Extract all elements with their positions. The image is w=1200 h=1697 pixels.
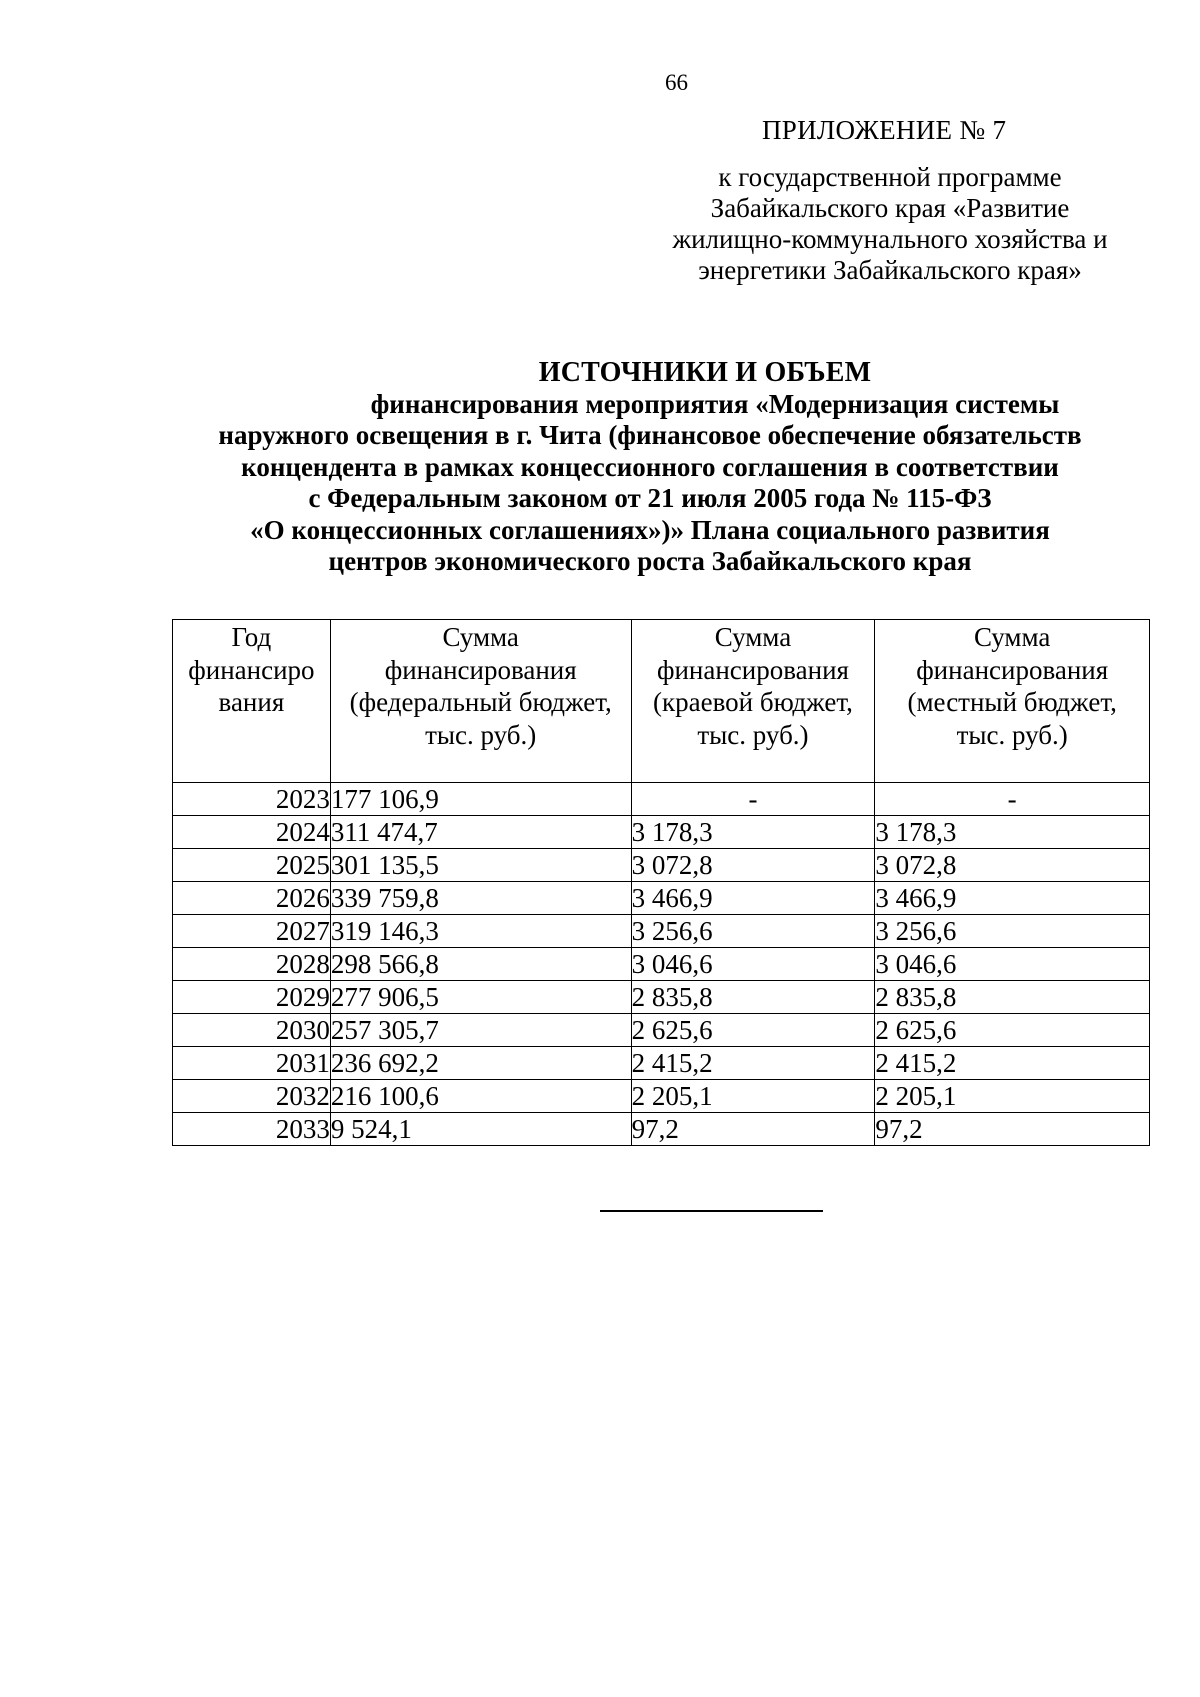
header-text: финансирования [916,654,1109,685]
cell-federal: 301 135,5 [330,849,631,882]
appendix-ref-line: жилищно-коммунального хозяйства и [672,224,1108,254]
cell-federal: 339 759,8 [330,882,631,915]
table-row [173,849,1150,882]
title-line: финансирования мероприятия «Модернизация системы [370,388,1060,419]
cell-year: 2030 [173,1014,331,1047]
cell-federal: 9 524,1 [330,1113,631,1146]
cell-year: 2031 [173,1047,331,1080]
page-number: 66 [665,70,688,95]
header-text: Сумма [973,622,1051,652]
header-local-budget [875,620,1150,783]
cell-local: 2 625,6 [875,1014,1150,1047]
cell-federal: 311 474,7 [330,816,631,849]
cell-local: 3 466,9 [875,882,1150,915]
table-row [173,981,1150,1014]
title-line: с Федеральным законом от 21 июля 2005 года № 115-ФЗ [308,483,992,513]
table-row [173,1113,1150,1146]
appendix-title: ПРИЛОЖЕНИЕ № 7 [762,115,1007,145]
appendix-ref-line: энергетики Забайкальского края» [698,255,1082,285]
cell-federal: 319 146,3 [330,915,631,948]
header-text: Сумма [714,622,792,652]
header-text: тыс. руб.) [956,719,1068,750]
cell-year: 2024 [173,816,331,849]
cell-local: 97,2 [875,1113,1150,1146]
header-text: (краевой бюджет, [653,687,853,717]
cell-year: 2025 [173,849,331,882]
cell-local: 2 415,2 [875,1047,1150,1080]
table-row [173,882,1150,915]
title-line: центров экономического роста Забайкальского края [328,546,972,576]
header-text: (местный бюджет, [907,687,1117,717]
cell-year: 2027 [173,915,331,948]
header-text: Сумма [442,622,519,652]
cell-regional: 3 466,9 [631,882,875,915]
header-year [173,620,331,783]
cell-federal: 216 100,6 [330,1080,631,1113]
header-text: финансирования [656,654,849,685]
cell-regional: 3 178,3 [631,816,875,849]
funding-table [172,619,1150,1146]
title-line: наружного освещения в г. Чита (финансовое обеспечение обязательств [218,420,1082,450]
cell-regional: 2 415,2 [631,1047,875,1080]
header-regional-budget [631,620,875,783]
cell-year: 2023 [173,783,331,816]
cell-federal: 298 566,8 [330,948,631,981]
title-heading: ИСТОЧНИКИ И ОБЪЕМ [538,357,872,388]
cell-local: 3 256,6 [875,915,1150,948]
cell-local: 2 205,1 [875,1080,1150,1113]
cell-federal: 236 692,2 [330,1047,631,1080]
header-text: финансиро [188,654,315,685]
cell-year: 2028 [173,948,331,981]
cell-local: 3 046,6 [875,948,1150,981]
table-header-row [173,620,1150,783]
table-row [173,816,1150,849]
table-row [173,915,1150,948]
cell-regional: - [631,783,875,816]
cell-year: 2033 [173,1113,331,1146]
cell-regional: 3 256,6 [631,915,875,948]
table-row [173,1047,1150,1080]
cell-local: 2 835,8 [875,981,1150,1014]
cell-regional: 2 625,6 [631,1014,875,1047]
appendix-ref-line: к государственной программе [718,162,1062,192]
header-text: тыс. руб.) [697,719,809,750]
table-row [173,783,1150,816]
title-line: «О концессионных соглашениях»)» Плана социального развития [250,514,1050,545]
cell-federal: 257 305,7 [330,1014,631,1047]
cell-year: 2032 [173,1080,331,1113]
cell-regional: 2 835,8 [631,981,875,1014]
cell-local: - [875,783,1150,816]
end-divider [600,1210,823,1212]
cell-local: 3 178,3 [875,816,1150,849]
cell-federal: 277 906,5 [330,981,631,1014]
cell-regional: 2 205,1 [631,1080,875,1113]
cell-year: 2026 [173,882,331,915]
table-row [173,948,1150,981]
header-text: тыс. руб.) [425,719,537,750]
table-row [173,1080,1150,1113]
cell-regional: 3 072,8 [631,849,875,882]
header-text: (федеральный бюджет, [349,687,612,717]
header-text: Год [231,622,272,652]
cell-local: 3 072,8 [875,849,1150,882]
cell-federal: 177 106,9 [330,783,631,816]
appendix-ref-line: Забайкальского края «Развитие [710,193,1070,223]
cell-regional: 3 046,6 [631,948,875,981]
cell-regional: 97,2 [631,1113,875,1146]
cell-year: 2029 [173,981,331,1014]
appendix-reference [650,162,1130,286]
table-row [173,1014,1150,1047]
header-federal-budget [330,620,631,783]
header-text: финансирования [384,654,577,685]
document-title [150,357,1150,578]
title-line: концендента в рамках концессионного соглашения в соответствии [241,451,1059,482]
header-text: вания [218,687,285,717]
